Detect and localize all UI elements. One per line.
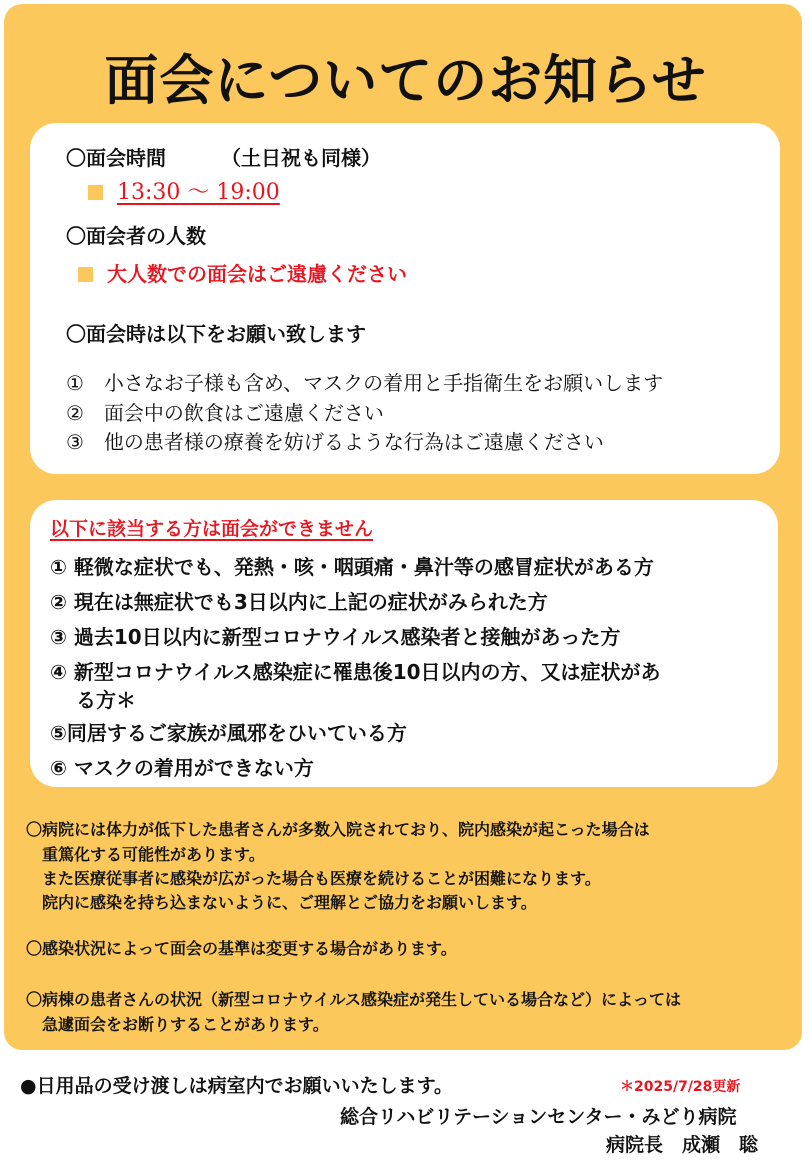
director-name: 病院長 成瀬 聡 <box>606 1134 759 1156</box>
page-title: 面会についてのお知らせ <box>104 49 707 112</box>
request-item: ③ 他の患者様の療養を妨げるような行為はご遠慮ください <box>66 430 604 454</box>
visitor-count-row <box>78 258 407 287</box>
note-line: また医療従事者に感染が広がった場合も医療を続けることが困難になります。 <box>42 869 601 888</box>
visiting-hours-note: （土日祝も同様） <box>220 146 381 170</box>
visiting-hours-time: 13:30 ～ 19:00 <box>117 180 280 205</box>
visiting-hours-time-row <box>88 175 280 206</box>
bullet-square-icon <box>78 267 93 282</box>
note-line: 〇感染状況によって面会の基準は変更する場合があります。 <box>26 939 457 958</box>
note-line: 〇病棟の患者さんの状況（新型コロナウイルス感染症が発生している場合など）によっては <box>26 990 682 1009</box>
restriction-item: ④ 新型コロナウイルス感染症に罹患後10日以内の方、又は症状があ <box>50 660 661 684</box>
visitor-count-heading: 〇面会者の人数 <box>66 224 206 248</box>
visiting-hours-heading <box>66 142 381 171</box>
request-item: ② 面会中の飲食はご遠慮ください <box>66 401 384 425</box>
update-date: ＊2025/7/28更新 <box>620 1079 741 1095</box>
visitor-count-text: 大人数での面会はご遠慮ください <box>107 262 407 286</box>
requests-heading: 〇面会時は以下をお願い致します <box>66 322 366 346</box>
supplies-note: ●日用品の受け渡しは病室内でお願いいたします。 <box>20 1075 454 1097</box>
hospital-name: 総合リハビリテーションセンター・みどり病院 <box>340 1106 737 1128</box>
note-line: 〇病院には体力が低下した患者さんが多数入院されており、院内感染が起こった場合は <box>26 820 650 839</box>
restrictions-heading: 以下に該当する方は面会ができません <box>50 518 374 540</box>
note-line: 重篤化する可能性があります。 <box>42 845 265 864</box>
bullet-square-icon <box>88 185 103 200</box>
restriction-item: ① 軽微な症状でも、発熱・咳・咽頭痛・鼻汁等の感冒症状がある方 <box>50 555 654 579</box>
note-line: 院内に感染を持ち込まないように、ご理解とご協力をお願いします。 <box>42 893 537 912</box>
restriction-item: ⑤同居するご家族が風邪をひいている方 <box>50 721 407 745</box>
restriction-item-continued: る方＊ <box>76 688 136 712</box>
restriction-item: ③ 過去10日以内に新型コロナウイルス感染者と接触があった方 <box>50 625 621 649</box>
restriction-item: ② 現在は無症状でも3日以内に上記の症状がみられた方 <box>50 590 548 614</box>
note-line: 急遽面会をお断りすることがあります。 <box>42 1015 329 1034</box>
visiting-hours-label: 〇面会時間 <box>66 146 166 170</box>
restriction-item: ⑥ マスクの着用ができない方 <box>50 756 314 780</box>
request-item: ① 小さなお子様も含め、マスクの着用と手指衛生をお願いします <box>66 371 664 395</box>
